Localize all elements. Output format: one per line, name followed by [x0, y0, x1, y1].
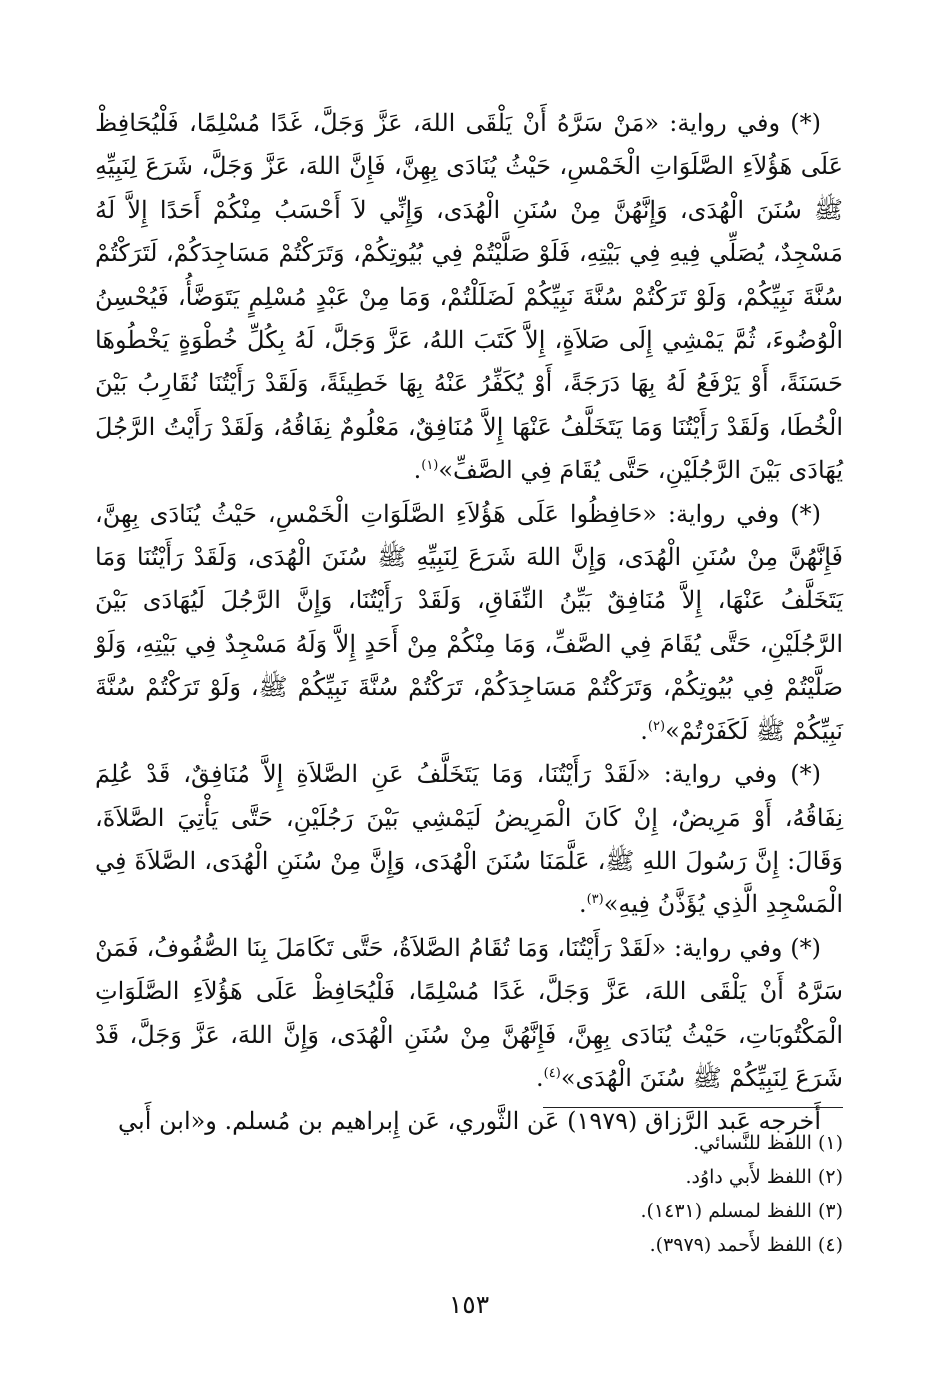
narration-paragraph: (*) وفي رواية: «لَقَدْ رَأَيْتُنَا، وَمَا تُقَامُ الصَّلاَةُ، حَتَّى تَكَامَلَ بِنَا الصُّفُوفُ، فَمَنْ سَرَّهُ أَنْ يَلْقَى اللهَ، عَزَّ وَجَلَّ، غَدًا مُسْلِمًا، فَلْيُحَافِظْ عَلَى هَؤُلاَءِ الصَّلَوَاتِ الْمَكْتُوبَاتِ، حَيْثُ يُنَادَى بِهِنَّ، فَإِنَّهُنَّ مِنْ سُنَنِ الْهُدَى، وَإِنَّ اللهَ، عَزَّ وَجَلَّ، قَدْ شَرَعَ لِنَبِيِّكُمْ ﷺ سُنَنَ الْهُدَى»$^{(٤)}$. [95, 933, 843, 1092]
footnotes-list [95, 1126, 843, 1262]
footnote-marker: (٤) [543, 1065, 561, 1081]
main-text [95, 102, 843, 1144]
footnote: (٣) اللفظ لمسلم (١٤٣١). [640, 1200, 843, 1222]
paragraph-text: (*) وفي رواية: «مَنْ سَرَّهُ أَنْ يَلْقَى اللهَ، عَزَّ وَجَلَّ، غَدًا مُسْلِمًا، فَلْيُحَافِظْ عَلَى هَؤُلاَءِ الصَّلَوَاتِ الْخَمْسِ، حَيْثُ يُنَادَى بِهِنَّ، فَإِنَّ اللهَ، عَزَّ وَجَلَّ، شَرَعَ لِنَبِيِّهِ ﷺ سُنَنَ الْهُدَى، وَإِنَّهُنَّ مِنْ سُنَنِ الْهُدَى، وَإِنِّي لاَ أَحْسَبُ مِنْكُمْ أَحَدًا إِلاَّ لَهُ مَسْجِدٌ، يُصَلِّي فِيهِ فِي بَيْتِهِ، فَلَوْ صَلَّيْتُمْ فِي بُيُوتِكُمْ، وَتَرَكْتُمْ مَسَاجِدَكُمْ، لَتَرَكْتُمْ سُنَّةَ نَبِيِّكُمْ، وَلَوْ تَرَكْتُمْ سُنَّةَ نَبِيِّكُمْ لَضَلَلْتُمْ، وَمَا مِنْ عَبْدٍ مُسْلِمٍ يَتَوَضَّأُ، فَيُحْسِنُ الْوُضُوءَ، ثُمَّ يَمْشِي إِلَى صَلاَةٍ، إِلاَّ كَتَبَ اللهُ، عَزَّ وَجَلَّ، لَهُ بِكُلِّ خُطْوَةٍ يَخْطُوهَا حَسَنَةً، أَوْ يَرْفَعُ لَهُ بِهَا دَرَجَةً، أَوْ يُكَفِّرُ عَنْهُ بِهَا خَطِيئَةً، وَلَقَدْ رَأَيْتُنَا نُقَارِبُ بَيْنَ الْخُطَا، وَلَقَدْ رَأَيْتُنَا وَمَا يَتَخَلَّفُ عَنْهَا إِلاَّ مُنَافِقٌ، مَعْلُومٌ نِفَاقُهُ، وَلَقَدْ رَأَيْتُ الرَّجُلَ يُهَادَى بَيْنَ الرَّجُلَيْنِ، حَتَّى يُقَامَ فِي الصَّفِّ» [95, 109, 843, 485]
footnote: (٤) اللفظ لأَحمد (٣٩٧٩). [649, 1234, 843, 1256]
paragraph-text: (*) وفي رواية: «لَقَدْ رَأَيْتُنَا، وَمَا يَتَخَلَّفُ عَنِ الصَّلاَةِ إِلاَّ مُنَافِقٌ، قَدْ عُلِمَ نِفَاقُهُ، أَوْ مَرِيضٌ، إِنْ كَانَ الْمَرِيضُ لَيَمْشِي بَيْنَ رَجُلَيْنِ، حَتَّى يَأْتِيَ الصَّلاَةَ، وَقَالَ: إِنَّ رَسُولَ اللهِ ﷺ، عَلَّمَنَا سُنَنَ الْهُدَى، وَإِنَّ مِنْ سُنَنِ الْهُدَى، الصَّلاَةَ فِي الْمَسْجِدِ الَّذِي يُؤَذَّنُ فِيهِ» [95, 760, 843, 919]
narration-paragraph: (*) وفي رواية: «لَقَدْ رَأَيْتُنَا، وَمَا يَتَخَلَّفُ عَنِ الصَّلاَةِ إِلاَّ مُنَافِقٌ، قَدْ عُلِمَ نِفَاقُهُ، أَوْ مَرِيضٌ، إِنْ كَانَ الْمَرِيضُ لَيَمْشِي بَيْنَ رَجُلَيْنِ، حَتَّى يَأْتِيَ الصَّلاَةَ، وَقَالَ: إِنَّ رَسُولَ اللهِ ﷺ، عَلَّمَنَا سُنَنَ الْهُدَى، وَإِنَّ مِنْ سُنَنِ الْهُدَى، الصَّلاَةَ فِي الْمَسْجِدِ الَّذِي يُؤَذَّنُ فِيهِ»$^{(٣)}$. [95, 760, 843, 919]
footnote-marker: (١) [421, 458, 439, 474]
footnote-marker: (٣) [586, 892, 604, 908]
paragraph-text: (*) وفي رواية: «حَافِظُوا عَلَى هَؤُلاَءِ الصَّلَوَاتِ الْخَمْسِ، حَيْثُ يُنَادَى بِهِنَّ، فَإِنَّهُنَّ مِنْ سُنَنِ الْهُدَى، وَإِنَّ اللهَ شَرَعَ لِنَبِيِّهِ ﷺ سُنَنَ الْهُدَى، وَلَقَدْ رَأَيْتُنَا وَمَا يَتَخَلَّفُ عَنْهَا، إِلاَّ مُنَافِقٌ بَيِّنُ النِّفَاقِ، وَلَقَدْ رَأَيْتُنَا، وَإِنَّ الرَّجُلَ لَيُهَادَى بَيْنَ الرَّجُلَيْنِ، حَتَّى يُقَامَ فِي الصَّفِّ، وَمَا مِنْكُمْ مِنْ أَحَدٍ إِلاَّ وَلَهُ مَسْجِدٌ فِي بَيْتِهِ، وَلَوْ صَلَّيْتُمْ فِي بُيُوتِكُمْ، وَتَرَكْتُمْ مَسَاجِدَكُمْ، تَرَكْتُمْ سُنَّةَ نَبِيِّكُمْ ﷺ، وَلَوْ تَرَكْتُمْ سُنَّةَ نَبِيِّكُمْ ﷺ لَكَفَرْتُمْ» [95, 499, 844, 745]
footnote: (٢) اللفظ لأَبي داوُد. [685, 1166, 843, 1188]
narration-paragraph: (*) وفي رواية: «مَنْ سَرَّهُ أَنْ يَلْقَى اللهَ، عَزَّ وَجَلَّ، غَدًا مُسْلِمًا، فَلْيُحَافِظْ عَلَى هَؤُلاَءِ الصَّلَوَاتِ الْخَمْسِ، حَيْثُ يُنَادَى بِهِنَّ، فَإِنَّ اللهَ، عَزَّ وَجَلَّ، شَرَعَ لِنَبِيِّهِ ﷺ سُنَنَ الْهُدَى، وَإِنَّهُنَّ مِنْ سُنَنِ الْهُدَى، وَإِنِّي لاَ أَحْسَبُ مِنْكُمْ أَحَدًا إِلاَّ لَهُ مَسْجِدٌ، يُصَلِّي فِيهِ فِي بَيْتِهِ، فَلَوْ صَلَّيْتُمْ فِي بُيُوتِكُمْ، وَتَرَكْتُمْ مَسَاجِدَكُمْ، لَتَرَكْتُمْ سُنَّةَ نَبِيِّكُمْ، وَلَوْ تَرَكْتُمْ سُنَّةَ نَبِيِّكُمْ لَضَلَلْتُمْ، وَمَا مِنْ عَبْدٍ مُسْلِمٍ يَتَوَضَّأُ، فَيُحْسِنُ الْوُضُوءَ، ثُمَّ يَمْشِي إِلَى صَلاَةٍ، إِلاَّ كَتَبَ اللهُ، عَزَّ وَجَلَّ، لَهُ بِكُلِّ خُطْوَةٍ يَخْطُوهَا حَسَنَةً، أَوْ يَرْفَعُ لَهُ بِهَا دَرَجَةً، أَوْ يُكَفِّرُ عَنْهُ بِهَا خَطِيئَةً، وَلَقَدْ رَأَيْتُنَا نُقَارِبُ بَيْنَ الْخُطَا، وَلَقَدْ رَأَيْتُنَا وَمَا يَتَخَلَّفُ عَنْهَا إِلاَّ مُنَافِقٌ، مَعْلُومٌ نِفَاقُهُ، وَلَقَدْ رَأَيْتُ الرَّجُلَ يُهَادَى بَيْنَ الرَّجُلَيْنِ، حَتَّى يُقَامَ فِي الصَّفِّ»$^{(١)}$. [95, 109, 843, 485]
paragraph-text: أَخرجه عَبد الرَّزاق (١٩٧٩) عَن الثَّوري، عَن إِبراهيم بن مُسلم. و«ابن أَبي [118, 1107, 821, 1136]
narration-paragraph: (*) وفي رواية: «حَافِظُوا عَلَى هَؤُلاَءِ الصَّلَوَاتِ الْخَمْسِ، حَيْثُ يُنَادَى بِهِنَّ، فَإِنَّهُنَّ مِنْ سُنَنِ الْهُدَى، وَإِنَّ اللهَ شَرَعَ لِنَبِيِّهِ ﷺ سُنَنَ الْهُدَى، وَلَقَدْ رَأَيْتُنَا وَمَا يَتَخَلَّفُ عَنْهَا، إِلاَّ مُنَافِقٌ بَيِّنُ النِّفَاقِ، وَلَقَدْ رَأَيْتُنَا، وَإِنَّ الرَّجُلَ لَيُهَادَى بَيْنَ الرَّجُلَيْنِ، حَتَّى يُقَامَ فِي الصَّفِّ، وَمَا مِنْكُمْ مِنْ أَحَدٍ إِلاَّ وَلَهُ مَسْجِدٌ فِي بَيْتِهِ، وَلَوْ صَلَّيْتُمْ فِي بُيُوتِكُمْ، وَتَرَكْتُمْ مَسَاجِدَكُمْ، تَرَكْتُمْ سُنَّةَ نَبِيِّكُمْ ﷺ، وَلَوْ تَرَكْتُمْ سُنَّةَ نَبِيِّكُمْ ﷺ لَكَفَرْتُمْ»$^{(٢)}$. [95, 499, 844, 745]
footnote-marker: (٢) [647, 718, 666, 734]
page-number: ١٥٣ [448, 1290, 490, 1319]
footnote-divider [543, 1107, 843, 1108]
footnote: (١) اللفظ للنَّسائي. [693, 1132, 843, 1154]
paragraph-text: (*) وفي رواية: «لَقَدْ رَأَيْتُنَا، وَمَا تُقَامُ الصَّلاَةُ، حَتَّى تَكَامَلَ بِنَا الصُّفُوفُ، فَمَنْ سَرَّهُ أَنْ يَلْقَى اللهَ، عَزَّ وَجَلَّ، غَدًا مُسْلِمًا، فَلْيُحَافِظْ عَلَى هَؤُلاَءِ الصَّلَوَاتِ الْمَكْتُوبَاتِ، حَيْثُ يُنَادَى بِهِنَّ، فَإِنَّهُنَّ مِنْ سُنَنِ الْهُدَى، وَإِنَّ اللهَ، عَزَّ وَجَلَّ، قَدْ شَرَعَ لِنَبِيِّكُمْ ﷺ سُنَنَ الْهُدَى» [95, 933, 843, 1092]
